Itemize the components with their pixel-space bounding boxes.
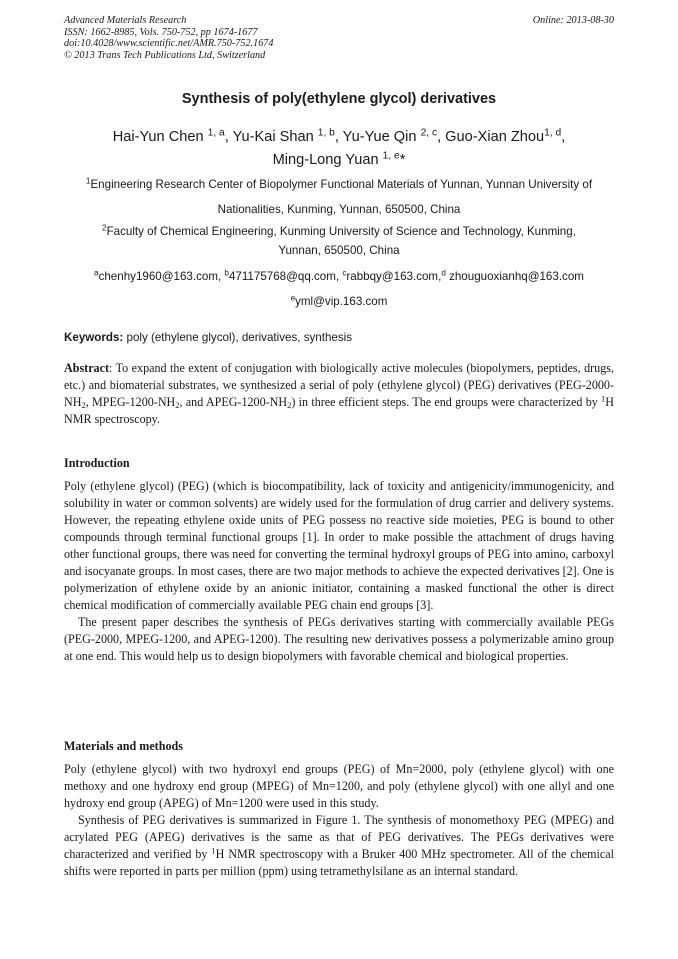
email-address: 471175768@qq.com,	[228, 270, 343, 283]
materials-text: H NMR spectroscopy with a Bruker 400 MHz spectrometer. All of the chemical shifts were reported in parts per million (ppm) using tetramethylsilane as an internal standard.	[64, 847, 614, 878]
introduction-paragraph-1: Poly (ethylene glycol) (PEG) (which is biocompatibility, lack of toxicity and antigenicity/immunogenicity, and solubility in water or common solvents) are widely used for the formulation of drug carrier and delivery systems. However, the repeating ethylene oxide units of PEG possess no reactive side moieties, PEG is bound to other compounds through terminal functional groups [1]. In order to make possible the attachment of drugs having other functional groups, there was need for converting the terminal hydroxyl groups of PEG into amino, carboxyl and isocyanate groups. In most cases, there are two major methods to achieve the expected derivatives [2]. One is polymerization of ethylene oxide by an anionic initiator, containing a masked functional the other is direct chemical modification of commercially available PEG chain end groups [3].	[64, 479, 614, 612]
subscript: 2	[81, 400, 86, 411]
keywords-line	[64, 331, 616, 344]
author-name: Hai-Yun Chen	[112, 129, 204, 145]
affiliation-sup: 2	[102, 223, 107, 233]
materials-paragraph-2	[64, 812, 614, 880]
subscript: 2	[287, 400, 292, 411]
affiliation-text: Yunnan, 650500, China	[278, 244, 400, 257]
author-sep: ,	[334, 129, 343, 145]
keywords-text: poly (ethylene glycol), derivatives, synthesis	[123, 331, 353, 344]
email-address: yml@vip.163.com	[295, 295, 388, 308]
abstract-text: H NMR spectroscopy.	[64, 395, 615, 426]
author-sep: ,	[437, 129, 446, 145]
online-date: Online: 2013-08-30	[532, 15, 614, 26]
email-sup: c	[342, 268, 347, 278]
affiliation-1	[40, 172, 638, 222]
author-sup: 1, a	[207, 127, 225, 139]
abstract-text: ) in three efficient steps. The end groups were characterized by	[291, 395, 602, 409]
introduction-section	[64, 478, 614, 665]
materials-paragraph-1: Poly (ethylene glycol) with two hydroxyl end groups (PEG) of Mn=2000, poly (ethylene glycol) with one methoxy and one hydroxy end group (MPEG) of Mn=1200, and poly (ethylene glycol) with one allyl and one hydroxy end group (APEG) of Mn=1200 were used in this study.	[64, 762, 614, 810]
author-sup: 1, b	[317, 127, 335, 139]
email-address: zhouguoxianhq@163.com	[445, 270, 584, 283]
email-sup: a	[94, 268, 99, 278]
email-sup: d	[441, 268, 446, 278]
introduction-heading: Introduction	[64, 456, 130, 470]
author-name: Ming-Long Yuan	[272, 152, 379, 168]
author-sup: 1, e	[382, 150, 400, 162]
abstract-paragraph	[64, 360, 614, 428]
copyright-line: © 2013 Trans Tech Publications Ltd, Switzerland	[64, 49, 266, 61]
doi-line: doi:10.4028/www.scientific.net/AMR.750-752.1674	[64, 38, 274, 49]
author-sup: 2, c	[420, 127, 438, 139]
affiliation-sup: 1	[85, 176, 91, 186]
email-address: rabbqy@163.com,	[346, 270, 442, 283]
materials-text: Synthesis of PEG derivatives is summarized in Figure 1. The synthesis of monomethoxy PEG (MPEG) and acrylated PEG (APEG) derivatives is the same as that of PEG derivatives. The PEGs derivatives were characterized and verified by	[64, 813, 614, 861]
email-list	[40, 264, 638, 314]
journal-info	[64, 15, 273, 61]
introduction-paragraph-2: The present paper describes the synthesis of PEGs derivatives starting with commercially available PEGs (PEG-2000, MPEG-1200, and APEG-1200). The resulting new derivatives possess a polymerizable amino group at one end. This would help us to design biopolymers with favorable chemical and biological properties.	[64, 615, 614, 663]
author-sep: ,	[561, 129, 566, 145]
abstract-text: : To expand the extent of conjugation with biologically active molecules (biopolymers, peptides, drugs, etc.) and biomaterial substrates, we synthesized a serial of poly (ethylene glycol) (PEG) derivatives (PEG-2000-NH	[64, 361, 614, 409]
issn-line: ISSN: 1662-8985, Vols. 750-752, pp 1674-1677	[64, 26, 258, 38]
affiliation-2	[40, 222, 638, 260]
paper-title: Synthesis of poly(ethylene glycol) derivatives	[181, 91, 497, 107]
abstract-text: , and APEG-1200-NH	[179, 395, 288, 409]
journal-name: Advanced Materials Research	[64, 15, 187, 26]
author-sup: 1, d	[544, 127, 562, 139]
author-name: Guo-Xian Zhou	[445, 129, 545, 145]
materials-section	[64, 761, 614, 880]
superscript: 1	[601, 393, 606, 404]
affiliation-text: Faculty of Chemical Engineering, Kunming University of Science and Technology, Kunming,	[106, 225, 576, 238]
affiliation-text: Engineering Research Center of Biopolymer Functional Materials of Yunnan, Yunnan University of	[90, 178, 593, 191]
author-name: Yu-Kai Shan	[232, 129, 314, 145]
email-sup: b	[224, 268, 229, 278]
author-sep: ,	[224, 129, 233, 145]
materials-heading: Materials and methods	[64, 739, 183, 753]
email-address: chenhy1960@163.com,	[98, 270, 225, 283]
email-sup: e	[290, 293, 296, 303]
abstract-text: , MPEG-1200-NH	[85, 395, 176, 409]
affiliation-text: Nationalities, Kunming, Yunnan, 650500, China	[217, 203, 461, 216]
author-name: Yu-Yue Qin	[342, 129, 417, 145]
subscript: 2	[175, 400, 180, 411]
abstract-label: Abstract	[64, 361, 110, 375]
keywords-label: Keywords:	[64, 331, 124, 344]
author-list	[40, 126, 638, 172]
author-sep: *	[399, 152, 406, 168]
superscript: 1	[211, 845, 216, 856]
